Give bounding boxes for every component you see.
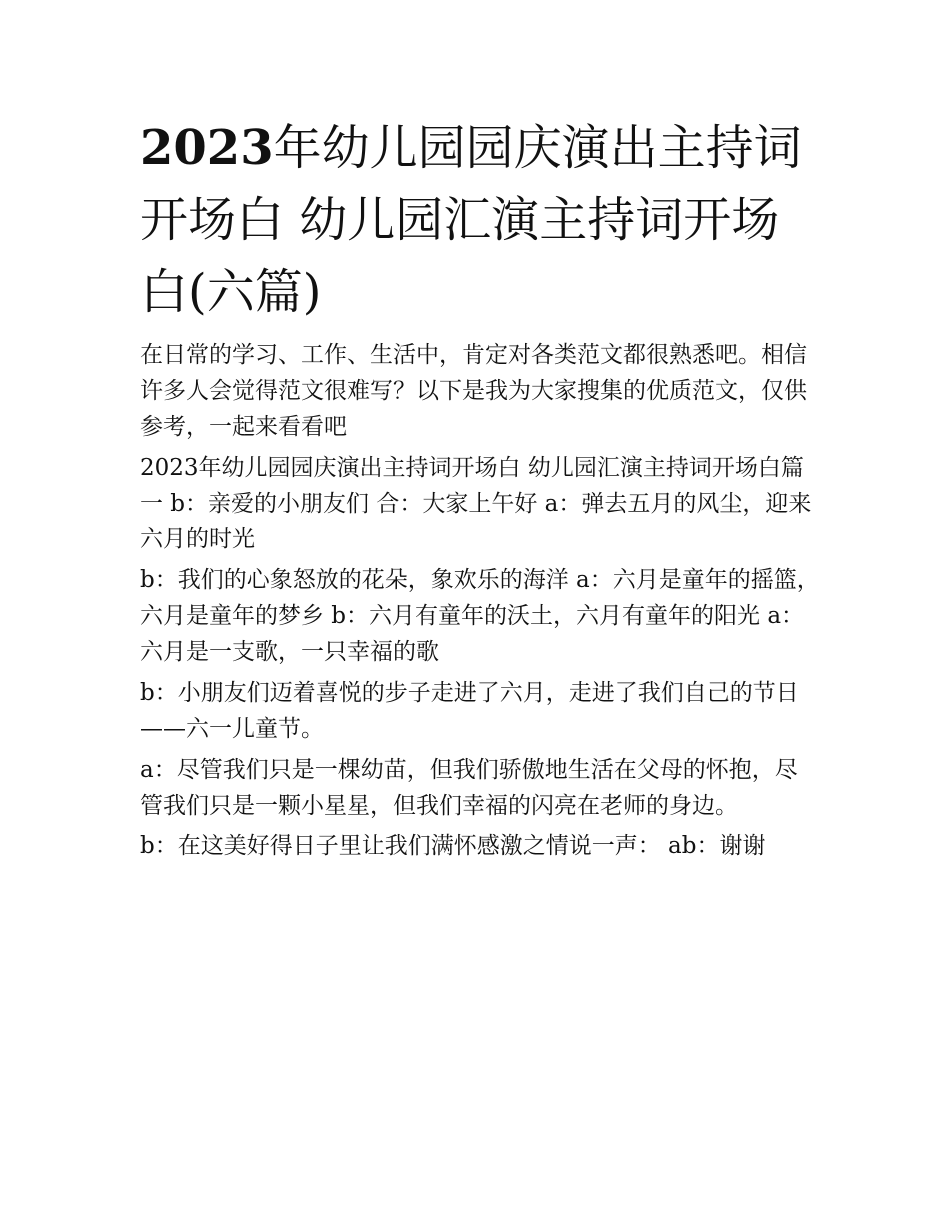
paragraph-dialogue-4: b：在这美好得日子里让我们满怀感激之情说一声： ab：谢谢 <box>140 833 766 860</box>
paragraph-intro: 在日常的学习、工作、生活中，肯定对各类范文都很熟悉吧。相信许多人会觉得范文很难写？以下是我为大家搜集的优质范文，仅供参考，一起来看看吧 <box>140 342 807 440</box>
document-body <box>140 338 820 865</box>
document-title <box>140 112 820 328</box>
document-page <box>140 112 820 870</box>
paragraph-dialogue-2: b：小朋友们迈着喜悦的步子走进了六月，走进了我们自己的节日——六一儿童节。 <box>140 679 799 742</box>
paragraph-opening: 2023年幼儿园园庆演出主持词开场白 幼儿园汇演主持词开场白篇一 b：亲爱的小朋友们 合：大家上午好 a：弹去五月的风尘，迎来六月的时光 <box>140 454 812 553</box>
paragraph-dialogue-3: a：尽管我们只是一棵幼苗，但我们骄傲地生活在父母的怀抱，尽管我们只是一颗小星星，但我们幸福的闪亮在老师的身边。 <box>140 756 798 819</box>
paragraph-dialogue-1: b：我们的心象怒放的花朵，象欢乐的海洋 a：六月是童年的摇篮，六月是童年的梦乡 b：六月有童年的沃土，六月有童年的阳光 a：六月是一支歌，一只幸福的歌 <box>140 567 820 665</box>
title-year: 2023 <box>140 120 274 176</box>
title-text: 年幼儿园园庆演出主持词开场白 幼儿园汇演主持词开场白(六篇) <box>140 120 802 320</box>
